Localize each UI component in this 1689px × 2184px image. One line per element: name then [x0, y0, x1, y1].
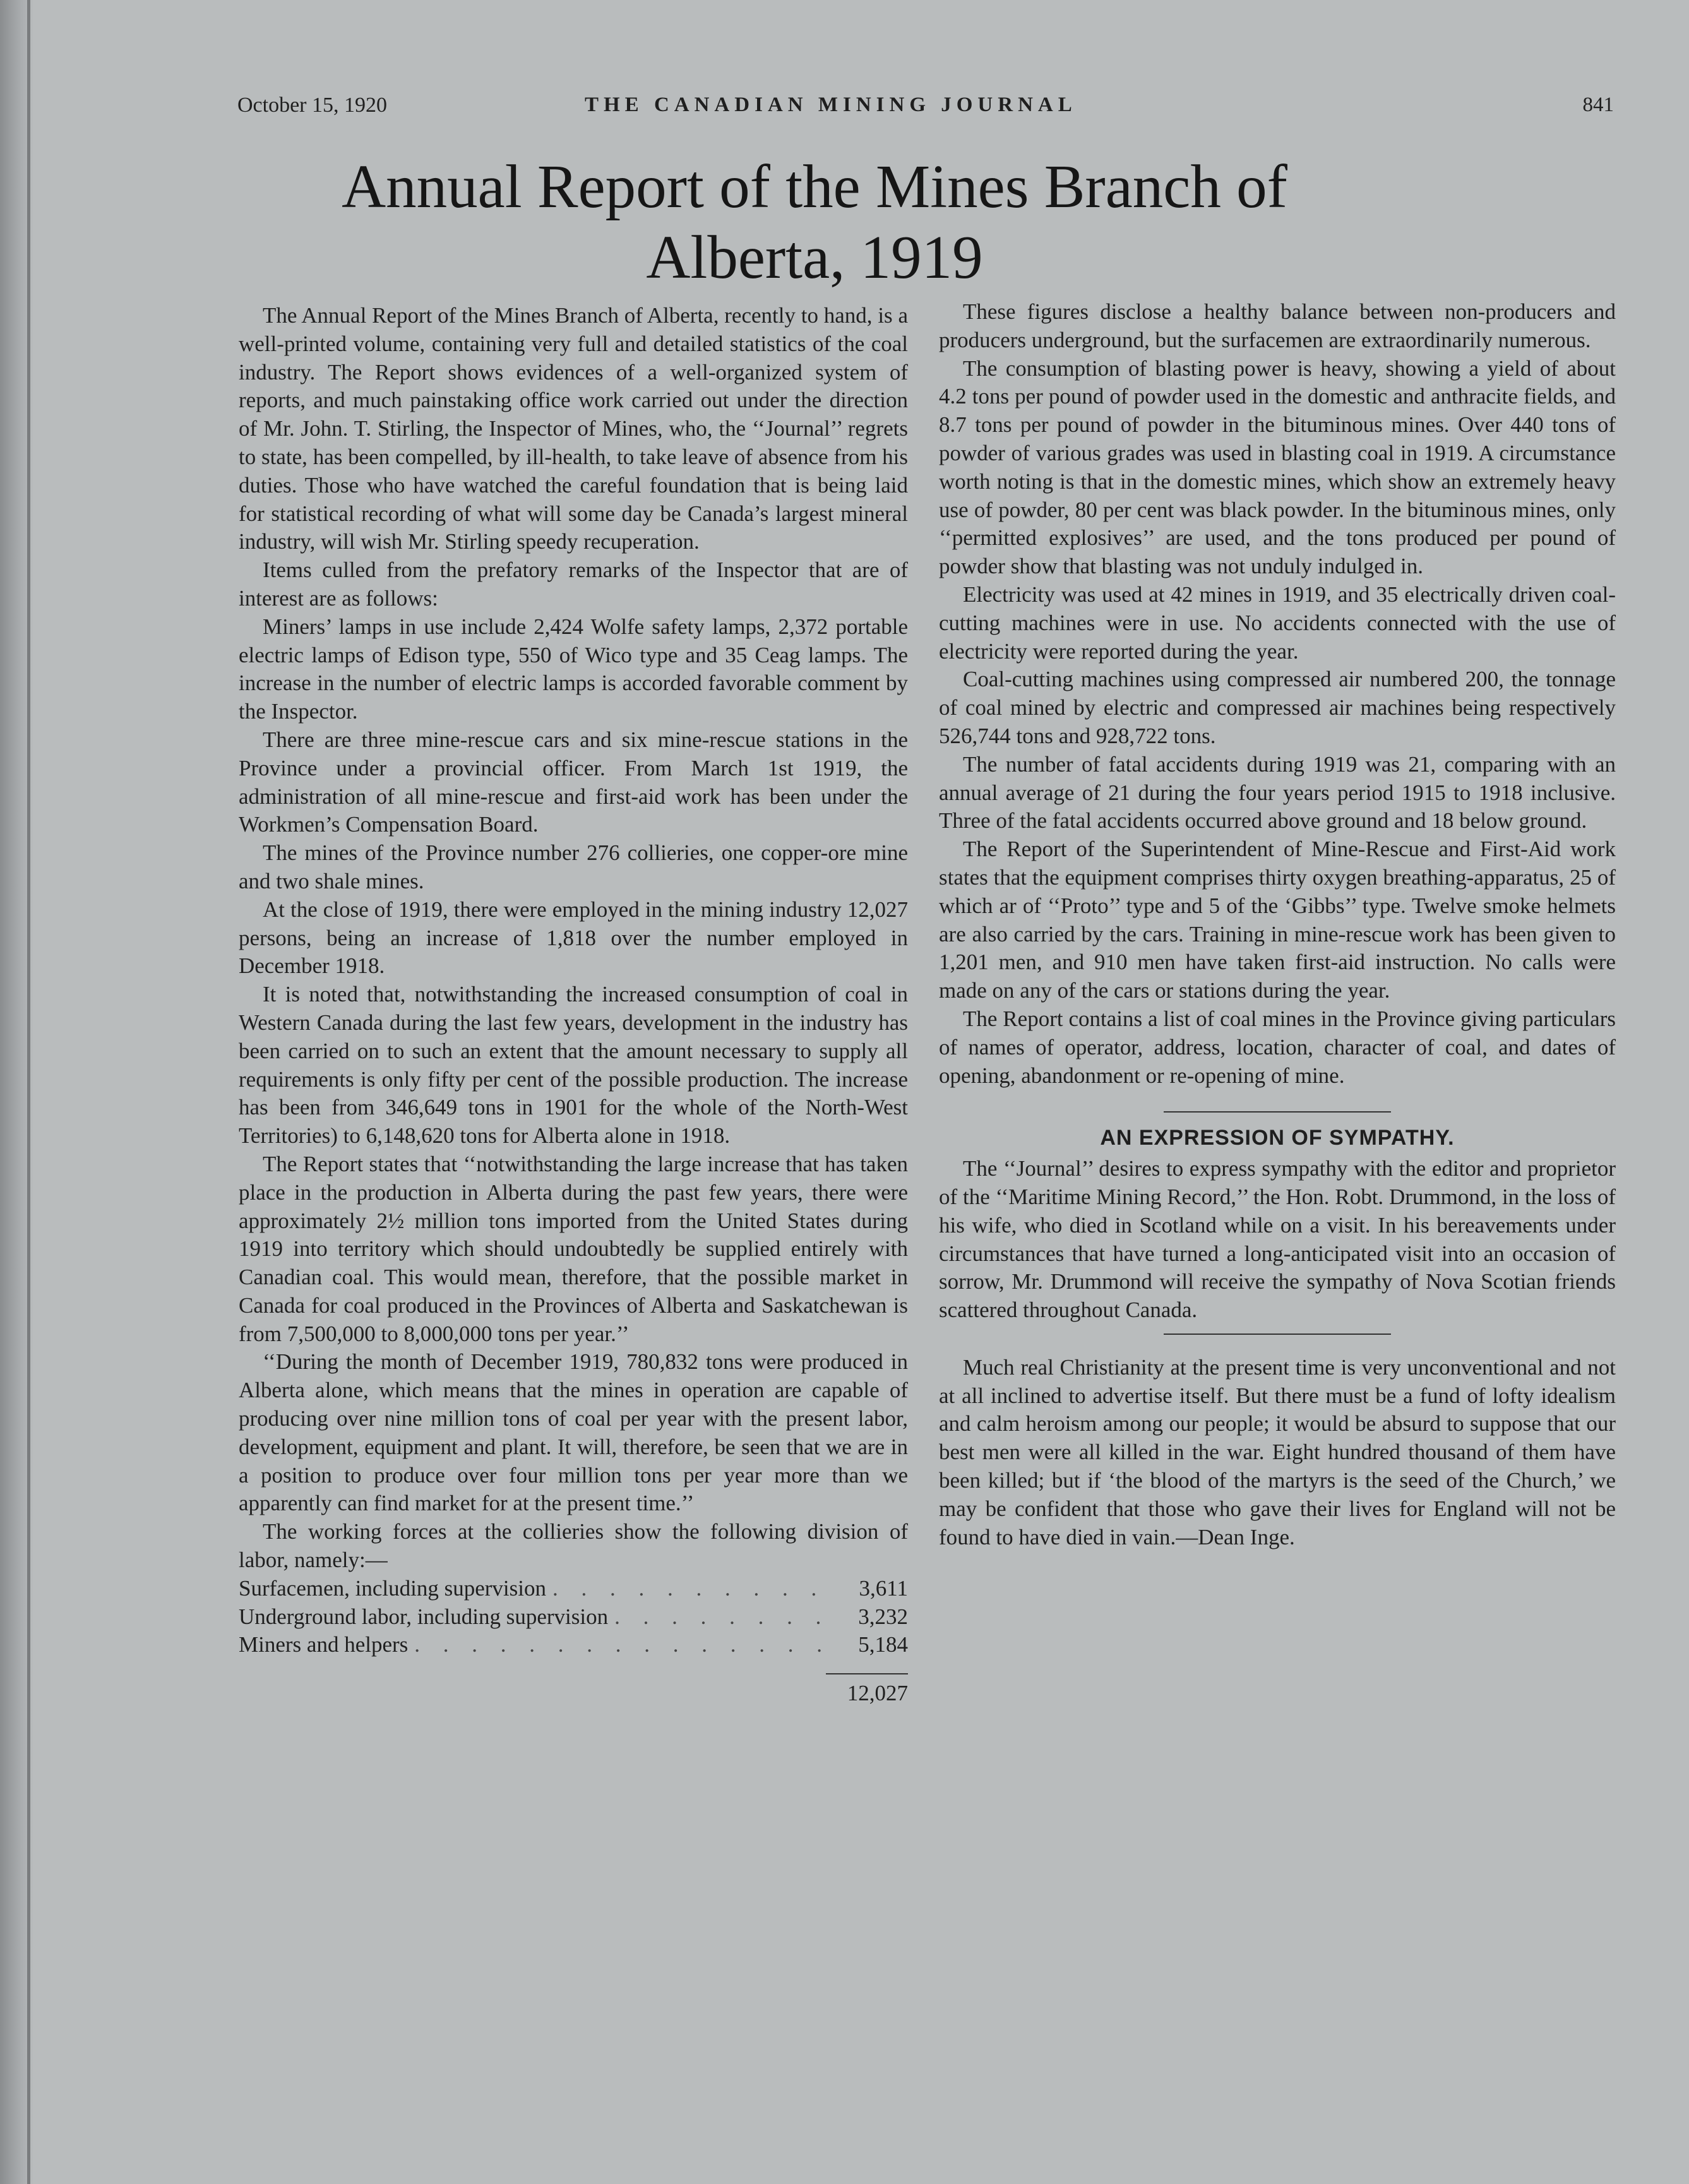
- article-paragraph: Items culled from the prefatory remarks of the Inspector that are of interest are as follows:: [239, 558, 908, 611]
- page-binding-edge: [0, 0, 34, 2184]
- section-divider: [1164, 1111, 1391, 1113]
- labor-label: Miners and helpers: [239, 1632, 409, 1657]
- article-paragraph: ‘‘During the month of December 1919, 780,832 tons were produced in Alberta alone, which means that the mines in operation are capable of producing over nine million tons of coal per year with the present labor, development, equipment and plant. It will, therefore, be seen that we are in a position to produce over four million tons per year more than we apparently can find market for at the present time.’’: [239, 1349, 908, 1516]
- section-divider: [1164, 1334, 1391, 1335]
- article-paragraph: These figures disclose a healthy balance between non-producers and producers underground, but the surfacemen are extraordinarily numerous.: [939, 299, 1616, 352]
- article-paragraph: Coal-cutting machines using compressed air numbered 200, the tonnage of coal mined by electric and compressed air machines being respectively 526,744 tons and 928,722 tons.: [939, 667, 1616, 748]
- labor-value: 5,184: [858, 1632, 908, 1657]
- article-title: Annual Report of the Mines Branch of Alberta, 1919: [342, 153, 1287, 291]
- article-paragraph: The number of fatal accidents during 1919 was 21, comparing with an annual average of 21 during the four years period 1915 to 1918 inclusive. Three of the fatal accidents occurred above ground and 18 below ground.: [939, 751, 1616, 833]
- left-column: [239, 302, 908, 1708]
- total-rule: [826, 1673, 908, 1674]
- labor-total: 12,027: [847, 1681, 908, 1706]
- article-paragraph: Miners’ lamps in use include 2,424 Wolfe safety lamps, 2,372 portable electric lamps of Edison type, 550 of Wico type and 35 Ceag lamps. The increase in the number of electric lamps is accorded favorable comment by the Inspector.: [239, 614, 908, 724]
- journal-name: THE CANADIAN MINING JOURNAL: [585, 93, 1077, 116]
- article-paragraph: The working forces at the collieries show the following division of labor, namely:—: [239, 1519, 908, 1573]
- christianity-paragraph: Much real Christianity at the present time is very unconventional and not at all inclined to advertise itself. But there must be a fund of lofty idealism and calm heroism among our people; it would be absurd to suppose that our best men were all killed in the war. Eight hundred thousand of them have been killed; but if ‘the blood of the martyrs is the seed of the Church,’ we may be confident that those who gave their lives for England will not be found to have died in vain.—Dean Inge.: [939, 1354, 1616, 1549]
- sympathy-paragraph: The ‘‘Journal’’ desires to express sympathy with the editor and proprietor of the ‘‘Maritime Mining Record,’’ the Hon. Robt. Drummond, in the loss of his wife, who died in Scotland while on a visit. In his bereavements under circumstances that have turned a long-anticipated visit into an occasion of sorrow, Mr. Drummond will receive the sympathy of Nova Scotian friends scattered throughout Canada.: [939, 1156, 1616, 1323]
- labor-label: Underground labor, including supervision: [239, 1604, 609, 1629]
- labor-label: Surfacemen, including supervision: [239, 1575, 546, 1601]
- labor-row: [239, 1575, 908, 1603]
- article-paragraph: The Report states that ‘‘notwithstanding the large increase that has taken place in the production in Alberta during the past few years, there were approximately 2½ million tons imported from the United States during 1919 into territory which should undoubtedly be supplied entirely with Canadian coal. This would mean, therefore, that the possible market in Canada for coal produced in the Provinces of Alberta and Saskatchewan is from 7,500,000 to 8,000,000 tons per year.’’: [239, 1151, 908, 1346]
- labor-row: [239, 1631, 908, 1659]
- article-paragraph: There are three mine-rescue cars and six mine-rescue stations in the Province under a provincial officer. From March 1st 1919, the administration of all mine-rescue and first-aid work has been under the Workmen’s Compensation Board.: [239, 727, 908, 837]
- article-paragraph: It is noted that, notwithstanding the increased consumption of coal in Western Canada during the last few years, development in the industry has been carried on to such an extent that the amount necessary to supply all requirements is only fifty per cent of the possible production. The increase has been from 346,649 tons in 1901 for the whole of the North-West Territories) to 6,148,620 tons for Alberta alone in 1918.: [239, 982, 908, 1149]
- article-paragraph: At the close of 1919, there were employed in the mining industry 12,027 persons, being an increase of 1,818 over the number employed in December 1918.: [239, 897, 908, 979]
- article-paragraph: The Report contains a list of coal mines in the Province giving particulars of names of operator, address, location, character of coal, and dates of opening, abandonment or re-opening of mine.: [939, 1006, 1616, 1088]
- article-paragraph: Electricity was used at 42 mines in 1919, and 35 electrically driven coal-cutting machines were in use. No accidents connected with the use of electricity were reported during the year.: [939, 582, 1616, 664]
- right-column: [939, 298, 1616, 1551]
- article-paragraph: The mines of the Province number 276 collieries, one copper-ore mine and two shale mines.: [239, 840, 908, 893]
- sympathy-heading: AN EXPRESSION OF SYMPATHY.: [1100, 1126, 1455, 1150]
- article-paragraph: The Annual Report of the Mines Branch of Alberta, recently to hand, is a well-printed volume, containing very full and detailed statistics of the coal industry. The Report shows evidences of a well-organized system of reports, and much painstaking office work carried out under the direction of Mr. John. T. Stirling, the Inspector of Mines, who, the ‘‘Journal’’ regrets to state, has been compelled, by ill-health, to take leave of absence from his duties. Those who have watched the careful foundation that is being laid for statistical recording of what will some day be Canada’s largest mineral industry, will wish Mr. Stirling speedy recuperation.: [239, 303, 908, 554]
- labor-value: 3,611: [859, 1575, 908, 1601]
- article-paragraph: The consumption of blasting power is heavy, showing a yield of about 4.2 tons per pound of powder used in the domestic and anthracite fields, and 8.7 tons per pound of powder in the bituminous mines. Over 440 tons of powder of various grades was used in blasting coal in 1919. A circumstance worth noting is that in the domestic mines, which show an extremely heavy use of powder, 80 per cent was black powder. In the bituminous mines, only ‘‘permitted explosives’’ are used, and the tons produced per pound of powder show that blasting was not unduly indulged in.: [939, 355, 1616, 579]
- labor-table: [239, 1575, 908, 1708]
- page-number: 841: [1582, 93, 1614, 116]
- labor-row: [239, 1603, 908, 1632]
- labor-value: 3,232: [858, 1604, 908, 1629]
- article-paragraph: The Report of the Superintendent of Mine-Rescue and First-Aid work states that the equipment comprises thirty oxygen breathing-apparatus, 25 of which ar of ‘‘Proto’’ type and 5 of the ‘Gibbs’’ type. Twelve smoke helmets are also carried by the cars. Training in mine-rescue work has been given to 1,201 men, and 910 men have taken first-aid instruction. No calls were made on any of the cars or stations during the year.: [939, 837, 1616, 1003]
- issue-date: October 15, 1920: [237, 93, 388, 117]
- running-header: [237, 93, 1614, 131]
